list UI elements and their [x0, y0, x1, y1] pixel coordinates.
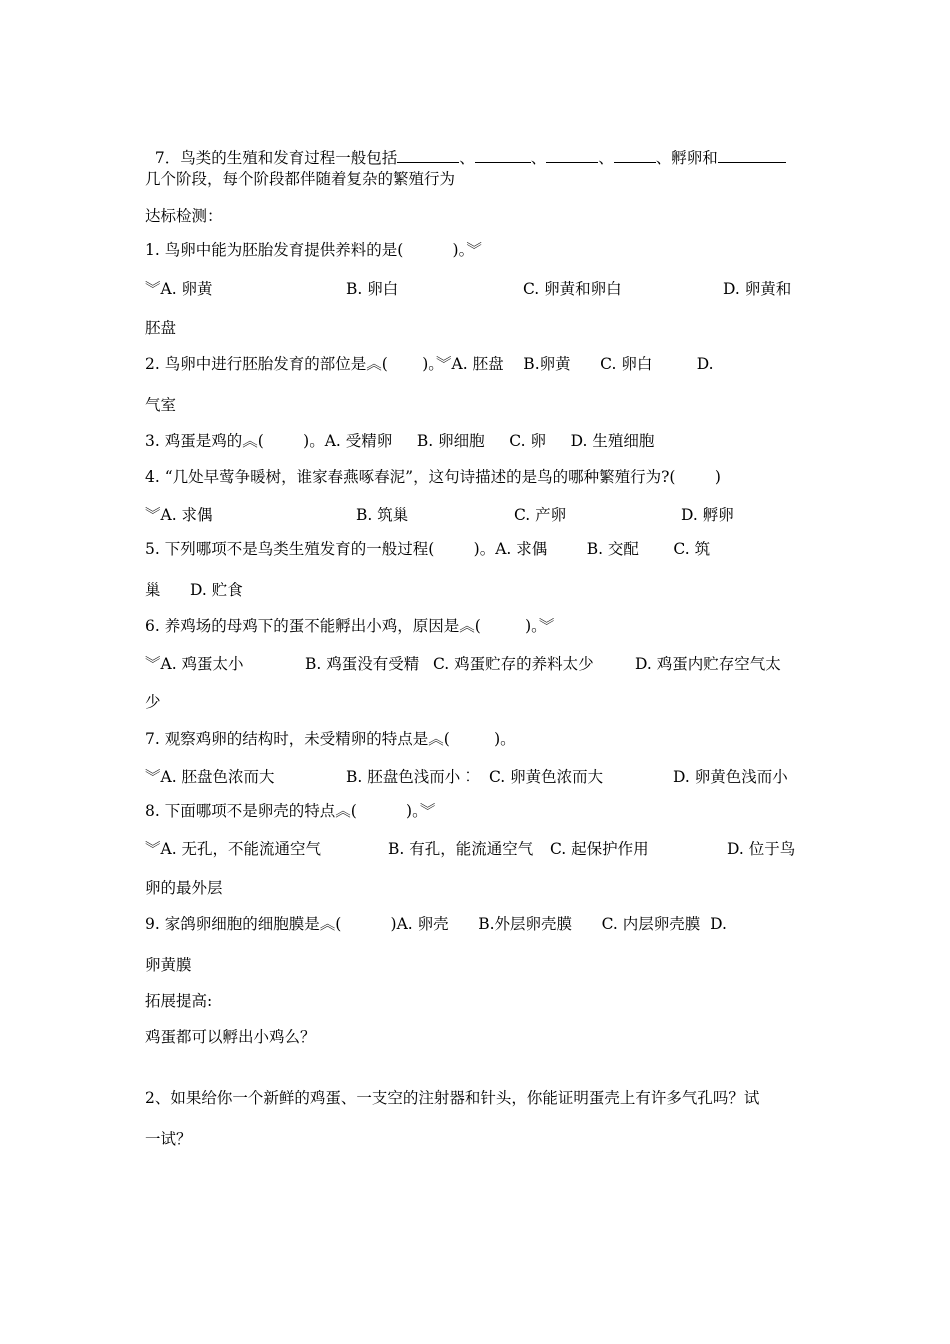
question-8-cont: 卵的最外层	[145, 879, 223, 897]
question-2-cont: 气室	[145, 396, 177, 414]
answer-blank-3[interactable]	[546, 148, 598, 163]
question-6-cont: 少	[145, 693, 161, 711]
answer-blank-1[interactable]	[397, 148, 459, 163]
question-6-option-b[interactable]: B. 鸡蛋没有受精	[305, 655, 420, 673]
fill-question-7-text: 7．鸟类的生殖和发育过程一般包括	[154, 149, 398, 167]
question-7-option-a[interactable]: ︾A. 胚盘色浓而大	[145, 768, 275, 786]
question-5-cont: 巢 D. 贮食	[145, 581, 243, 599]
extend-question-1: 鸡蛋都可以孵出小鸡么？	[145, 1028, 316, 1046]
question-1-option-a[interactable]: ︾A. 卵黄	[145, 280, 213, 298]
question-8-option-d[interactable]: D. 位于鸟	[727, 840, 796, 858]
question-9-stem: 9. 家鸽卵细胞的细胞膜是︽( )A. 卵壳 B.外层卵壳膜 C. 内层卵壳膜 D.	[145, 915, 727, 933]
question-5-stem: 5. 下列哪项不是鸟类生殖发育的一般过程( )。A. 求偶 B. 交配 C. 筑	[145, 540, 711, 558]
question-7-option-c[interactable]: C. 卵黄色浓而大	[489, 768, 604, 786]
question-4-option-c[interactable]: C. 产卵	[514, 506, 567, 524]
question-6-option-a[interactable]: ︾A. 鸡蛋太小	[145, 655, 244, 673]
answer-blank-4[interactable]	[614, 148, 656, 163]
question-4-option-d[interactable]: D. 孵卵	[681, 506, 734, 524]
question-7-option-d[interactable]: D. 卵黄色浅而小	[673, 768, 788, 786]
question-4-option-b[interactable]: B. 筑巢	[356, 506, 409, 524]
section-heading-extend: 拓展提高:	[145, 992, 213, 1010]
fill-question-7-cont: 几个阶段，每个阶段都伴随着复杂的繁殖行为	[145, 170, 456, 188]
question-7-stem: 7. 观察鸡卵的结构时，未受精卵的特点是︽( )。	[145, 730, 516, 748]
question-4-stem: 4. “几处早莺争暖树，谁家春燕啄春泥”，这句诗描述的是鸟的哪种繁殖行为?( )	[145, 468, 721, 486]
fill-question-7: 7．鸟类的生殖和发育过程一般包括 、 、 、 、孵卵和	[145, 128, 786, 168]
question-1-stem: 1. 鸟卵中能为胚胎发育提供养料的是( )。︾	[145, 241, 482, 259]
question-8-stem: 8. 下面哪项不是卵壳的特点︽( )。︾	[145, 802, 436, 820]
question-1-option-b[interactable]: B. 卵白	[346, 280, 399, 298]
question-8-option-a[interactable]: ︾A. 无孔，不能流通空气	[145, 840, 322, 858]
section-heading-test: 达标检测：	[145, 207, 223, 225]
question-4-option-a[interactable]: ︾A. 求偶	[145, 506, 213, 524]
question-8-option-c[interactable]: C. 起保护作用	[550, 840, 649, 858]
extend-question-2-cont: 一试？	[145, 1130, 192, 1148]
question-1-option-d-cont: 胚盘	[145, 319, 177, 337]
question-6-option-c[interactable]: C. 鸡蛋贮存的养料太少	[433, 655, 594, 673]
question-1-option-d[interactable]: D. 卵黄和	[723, 280, 792, 298]
answer-blank-2[interactable]	[475, 148, 531, 163]
question-2-stem: 2. 鸟卵中进行胚胎发育的部位是︽( )。︾A. 胚盘 B.卵黄 C. 卵白 D.	[145, 355, 714, 373]
extend-question-2: 2、如果给你一个新鲜的鸡蛋、一支空的注射器和针头，你能证明蛋壳上有许多气孔吗？试	[145, 1089, 760, 1107]
question-7-option-b[interactable]: B. 胚盘色浅而小︰	[346, 768, 476, 786]
question-6-option-d[interactable]: D. 鸡蛋内贮存空气太	[635, 655, 781, 673]
question-8-option-b[interactable]: B. 有孔，能流通空气	[388, 840, 534, 858]
answer-blank-5[interactable]	[718, 148, 786, 163]
question-6-stem: 6. 养鸡场的母鸡下的蛋不能孵出小鸡，原因是︽( )。︾	[145, 617, 555, 635]
question-3-stem: 3. 鸡蛋是鸡的︽( )。A. 受精卵 B. 卵细胞 C. 卵 D. 生殖细胞	[145, 432, 655, 450]
question-9-cont: 卵黄膜	[145, 956, 192, 974]
question-1-option-c[interactable]: C. 卵黄和卵白	[523, 280, 622, 298]
